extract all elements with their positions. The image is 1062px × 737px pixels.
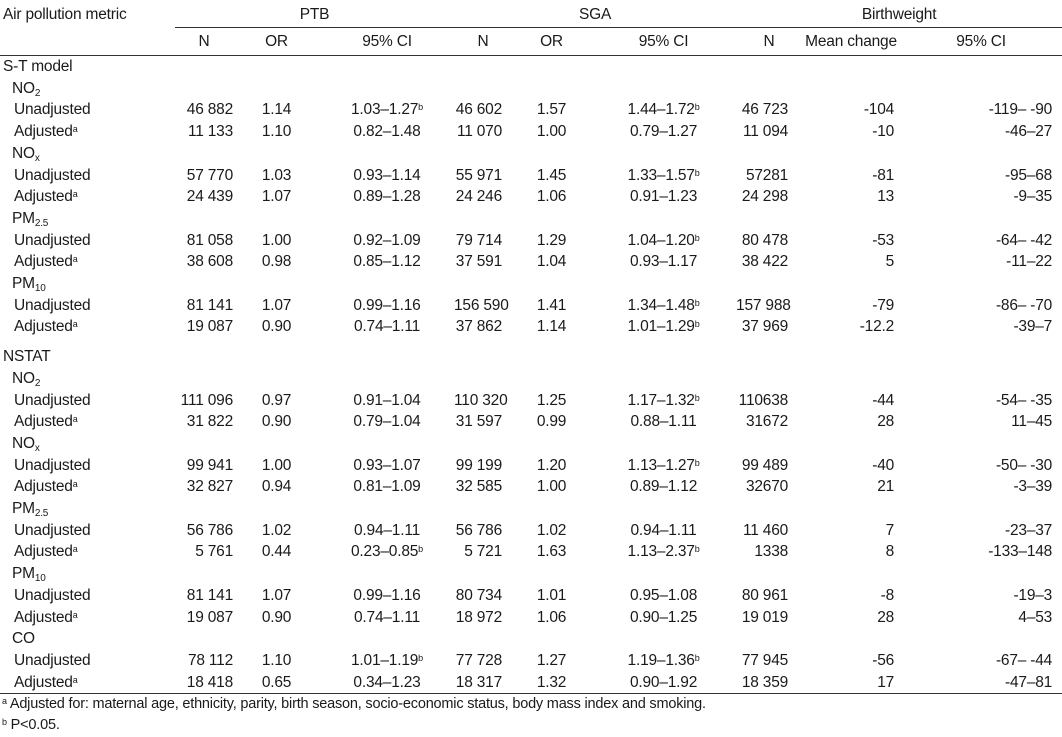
column-header-sga-n: N bbox=[454, 28, 512, 56]
table-cell: 1.17–1.32$^b$ bbox=[627, 391, 700, 409]
table-cell: 8 bbox=[885, 543, 895, 561]
table-cell: 1.07 bbox=[261, 296, 292, 314]
significance-marker: b bbox=[694, 544, 700, 555]
column-header-bw-ci: 95% CI bbox=[900, 28, 1062, 56]
pollutant-name: $PM_{10}$ bbox=[12, 565, 46, 585]
row-label: Unadjusted bbox=[14, 651, 91, 669]
table-cell: 0.95–1.08 bbox=[629, 586, 698, 604]
table-cell: -95–68 bbox=[1005, 166, 1053, 184]
table-cell: 0.88–1.11 bbox=[630, 413, 697, 431]
table-cell: -64– -42 bbox=[995, 231, 1053, 249]
pollutant-name: $NO_x$ bbox=[12, 434, 40, 454]
pollutant-name: $NO_2$ bbox=[12, 369, 41, 389]
table-cell: 1.29 bbox=[536, 231, 567, 249]
footnote-a: $^a$ Adjusted for: maternal age, ethnicity, parity, birth season, socio-economic status, body mass index and smoking. bbox=[2, 696, 706, 712]
table-cell: 0.79–1.27 bbox=[629, 123, 698, 141]
table-cell: 81 141 bbox=[186, 296, 233, 314]
table-cell: 1.19–1.36$^b$ bbox=[627, 651, 700, 669]
table-cell: 1.04–1.20$^b$ bbox=[627, 231, 700, 249]
table-row bbox=[0, 251, 1062, 273]
table-cell: -79 bbox=[872, 296, 895, 314]
pollutant-row bbox=[0, 368, 1062, 390]
table-cell: 1.06 bbox=[536, 188, 567, 206]
table-cell: 32 827 bbox=[186, 478, 233, 496]
column-header-bw-n: N bbox=[736, 28, 802, 56]
table-cell: 1.00 bbox=[261, 456, 292, 474]
table-cell: 1.44–1.72$^b$ bbox=[627, 101, 700, 119]
table-cell: 0.89–1.12 bbox=[629, 478, 698, 496]
row-label: Adjusted$^a$ bbox=[14, 318, 78, 336]
table-cell: 0.79–1.04 bbox=[353, 413, 421, 431]
pollutant-row bbox=[0, 628, 1062, 650]
column-header-ptb-ci: 95% CI bbox=[320, 28, 454, 56]
table-row bbox=[0, 99, 1062, 121]
table-cell: 99 941 bbox=[186, 456, 233, 474]
table-cell: 1.25 bbox=[536, 391, 567, 409]
table-cell: -40 bbox=[872, 456, 895, 474]
significance-marker: b bbox=[694, 652, 700, 663]
table-cell: 46 602 bbox=[455, 101, 503, 119]
table-cell: 31 597 bbox=[455, 413, 503, 431]
pollutant-row bbox=[0, 433, 1062, 455]
table-cell: -86– -70 bbox=[995, 296, 1053, 314]
table-cell: 18 359 bbox=[741, 673, 789, 691]
table-cell: 1.14 bbox=[261, 101, 292, 119]
pollutant-row bbox=[0, 78, 1062, 100]
row-label: Adjusted$^a$ bbox=[14, 478, 78, 496]
table-row bbox=[0, 585, 1062, 607]
column-header-bw-mean-change: Mean change bbox=[802, 28, 900, 56]
table-cell: 32670 bbox=[745, 478, 789, 496]
table-cell: 18 317 bbox=[455, 673, 503, 691]
table-row bbox=[0, 650, 1062, 672]
table-cell: -81 bbox=[872, 166, 895, 184]
table-cell: 0.92–1.09 bbox=[353, 231, 421, 249]
table-cell: 0.65 bbox=[261, 673, 292, 691]
significance-marker: b bbox=[418, 102, 423, 113]
table-cell: -23–37 bbox=[1005, 521, 1053, 539]
table-cell: 1.33–1.57$^b$ bbox=[627, 166, 700, 184]
table-cell: 0.23–0.85$^b$ bbox=[351, 543, 423, 561]
table-cell: 1.07 bbox=[261, 586, 292, 604]
table-cell: 37 591 bbox=[455, 253, 503, 271]
table-cell: 13 bbox=[877, 188, 895, 206]
table-cell: 17 bbox=[877, 673, 895, 691]
table-cell: 0.94–1.11 bbox=[630, 521, 697, 539]
table-cell: -39–7 bbox=[1013, 318, 1053, 336]
table-row bbox=[0, 520, 1062, 542]
pollutant-row bbox=[0, 273, 1062, 295]
metric-column-header: Air pollution metric bbox=[3, 6, 127, 24]
table-cell: 0.90–1.92 bbox=[629, 673, 698, 691]
row-label: Adjusted$^a$ bbox=[14, 543, 78, 561]
table-cell: -56 bbox=[872, 651, 895, 669]
column-header-sga-or: OR bbox=[512, 28, 591, 56]
row-label: Unadjusted bbox=[14, 391, 91, 409]
table-cell: -53 bbox=[872, 231, 895, 249]
table-cell: 46 882 bbox=[186, 101, 233, 119]
row-label: Adjusted$^a$ bbox=[14, 413, 78, 431]
table-cell: -19–3 bbox=[1013, 586, 1053, 604]
table-row bbox=[0, 121, 1062, 143]
table-cell: 1338 bbox=[754, 543, 789, 561]
table-cell: 1.04 bbox=[536, 253, 567, 271]
row-label: Adjusted$^a$ bbox=[14, 123, 78, 141]
table-cell: 57281 bbox=[745, 166, 789, 184]
table-row bbox=[0, 541, 1062, 563]
table-cell: 1.06 bbox=[536, 608, 567, 626]
table-cell: 11 460 bbox=[742, 521, 789, 539]
table-cell: 37 969 bbox=[741, 318, 789, 336]
header-row-groups bbox=[0, 0, 1062, 28]
significance-marker: b bbox=[694, 232, 700, 243]
table-cell: 0.91–1.04 bbox=[353, 391, 421, 409]
pollutant-row bbox=[0, 143, 1062, 165]
row-label: Adjusted$^a$ bbox=[14, 253, 78, 271]
table-cell: 57 770 bbox=[186, 166, 233, 184]
table-row bbox=[0, 295, 1062, 317]
table-cell: 4–53 bbox=[1018, 608, 1053, 626]
table-cell: -50– -30 bbox=[995, 456, 1053, 474]
table-cell: 1.10 bbox=[261, 651, 292, 669]
table-row bbox=[0, 411, 1062, 433]
table-cell: 0.44 bbox=[261, 543, 292, 561]
table-cell: 11–45 bbox=[1011, 413, 1053, 431]
table-cell: 24 298 bbox=[741, 188, 789, 206]
table-cell: 0.91–1.23 bbox=[629, 188, 698, 206]
pollutant-name: CO bbox=[12, 630, 35, 648]
pollutant-row bbox=[0, 563, 1062, 585]
table-cell: 1.45 bbox=[536, 166, 567, 184]
significance-marker: b bbox=[418, 544, 423, 555]
table-cell: 0.93–1.07 bbox=[353, 456, 421, 474]
table-cell: 1.13–1.27$^b$ bbox=[627, 456, 700, 474]
table-cell: 0.93–1.14 bbox=[353, 166, 421, 184]
table-cell: 0.90 bbox=[261, 318, 292, 336]
column-header-sga-ci: 95% CI bbox=[591, 28, 736, 56]
table-cell: 1.00 bbox=[261, 231, 292, 249]
table-cell: 18 418 bbox=[186, 673, 233, 691]
table-cell: 31 822 bbox=[186, 413, 233, 431]
significance-marker: b bbox=[694, 297, 700, 308]
pollutant-row bbox=[0, 208, 1062, 230]
table-cell: 99 199 bbox=[455, 456, 503, 474]
table-cell: 0.89–1.28 bbox=[353, 188, 421, 206]
table-cell: 0.90–1.25 bbox=[629, 608, 698, 626]
table-cell: -9–35 bbox=[1013, 188, 1053, 206]
section-title: NSTAT bbox=[3, 348, 51, 366]
table-cell: 1.02 bbox=[536, 521, 567, 539]
table-cell: 1.14 bbox=[536, 318, 567, 336]
table-cell: 0.74–1.11 bbox=[354, 318, 421, 336]
column-header-ptb-or: OR bbox=[233, 28, 320, 56]
table-row bbox=[0, 316, 1062, 338]
row-label: Adjusted$^a$ bbox=[14, 188, 78, 206]
significance-marker: b bbox=[694, 167, 700, 178]
table-cell: 5 761 bbox=[195, 543, 233, 561]
table-cell: 110638 bbox=[738, 391, 789, 409]
table-cell: 80 734 bbox=[455, 586, 503, 604]
table-cell: 80 478 bbox=[741, 231, 789, 249]
column-header-ptb-n: N bbox=[175, 28, 233, 56]
significance-marker: b bbox=[694, 392, 700, 403]
table-cell: 0.85–1.12 bbox=[353, 253, 421, 271]
table-cell: 78 112 bbox=[187, 651, 233, 669]
table-cell: 1.20 bbox=[536, 456, 567, 474]
table-cell: 1.01–1.19$^b$ bbox=[351, 651, 423, 669]
table-cell: 1.03 bbox=[261, 166, 292, 184]
table-cell: 81 058 bbox=[186, 231, 233, 249]
table-cell: 18 972 bbox=[455, 608, 503, 626]
table-cell: 1.34–1.48$^b$ bbox=[627, 296, 700, 314]
table-cell: -119– -90 bbox=[988, 101, 1053, 119]
table-cell: 0.97 bbox=[261, 391, 292, 409]
table-cell: 1.63 bbox=[536, 543, 567, 561]
table-cell: 0.98 bbox=[261, 253, 292, 271]
header-row-columns bbox=[0, 28, 1062, 56]
table-cell: 0.99–1.16 bbox=[353, 586, 421, 604]
row-label: Adjusted$^a$ bbox=[14, 608, 78, 626]
table-cell: 32 585 bbox=[455, 478, 503, 496]
row-label: Unadjusted bbox=[14, 101, 91, 119]
table-cell: 0.74–1.11 bbox=[354, 608, 421, 626]
table-cell: 1.57 bbox=[536, 101, 567, 119]
table-cell: 24 246 bbox=[455, 188, 503, 206]
table-cell: 37 862 bbox=[455, 318, 503, 336]
significance-marker: b bbox=[694, 457, 700, 468]
table-cell: -133–148 bbox=[988, 543, 1053, 561]
row-label: Unadjusted bbox=[14, 456, 91, 474]
table-cell: -67– -44 bbox=[995, 651, 1053, 669]
table-cell: 79 714 bbox=[455, 231, 503, 249]
table-cell: 1.32 bbox=[536, 673, 567, 691]
table-cell: 156 590 bbox=[454, 296, 509, 314]
table-cell: 19 087 bbox=[186, 318, 233, 336]
section-title-row bbox=[0, 56, 1062, 78]
table-row bbox=[0, 455, 1062, 477]
table-cell: 1.27 bbox=[536, 651, 567, 669]
table-cell: 11 070 bbox=[456, 123, 503, 141]
pollutant-name: $PM_{10}$ bbox=[12, 275, 46, 295]
pollutant-name: $NO_x$ bbox=[12, 144, 40, 164]
section-title: S-T model bbox=[3, 58, 73, 75]
table-cell: 110 320 bbox=[454, 391, 508, 409]
table-cell: 0.93–1.17 bbox=[629, 253, 698, 271]
footnote-b: $^b$ P<0.05. bbox=[2, 717, 60, 733]
table-cell: 1.10 bbox=[261, 123, 292, 141]
table-cell: 0.81–1.09 bbox=[353, 478, 421, 496]
table-cell: 157 988 bbox=[736, 296, 791, 314]
table-cell: 81 141 bbox=[186, 586, 233, 604]
table-cell: -3–39 bbox=[1013, 478, 1053, 496]
table-cell: 0.94 bbox=[261, 478, 292, 496]
table-cell: 1.00 bbox=[536, 123, 567, 141]
table-cell: 1.02 bbox=[261, 521, 292, 539]
table-cell: -11–22 bbox=[1006, 253, 1053, 271]
table-cell: 0.82–1.48 bbox=[353, 123, 421, 141]
row-label: Unadjusted bbox=[14, 166, 91, 184]
table-cell: 55 971 bbox=[455, 166, 503, 184]
table-cell: 21 bbox=[877, 478, 895, 496]
pollutant-name: $PM_{2.5}$ bbox=[12, 209, 49, 229]
group-header-ptb: PTB bbox=[175, 0, 454, 28]
table-cell: 0.99 bbox=[536, 413, 567, 431]
row-label: Unadjusted bbox=[14, 521, 91, 539]
table-cell: 0.94–1.11 bbox=[354, 521, 421, 539]
table-cell: 38 608 bbox=[186, 253, 233, 271]
table-cell: 1.41 bbox=[536, 296, 567, 314]
table-cell: 1.01–1.29$^b$ bbox=[627, 318, 700, 336]
table-cell: 99 489 bbox=[741, 456, 789, 474]
table-row bbox=[0, 230, 1062, 252]
table-cell: -54– -35 bbox=[995, 391, 1053, 409]
table-cell: -46–27 bbox=[1005, 123, 1053, 141]
table-cell: 1.13–2.37$^b$ bbox=[627, 543, 700, 561]
table-cell: 56 786 bbox=[186, 521, 233, 539]
table-cell: 0.90 bbox=[261, 608, 292, 626]
row-label: Unadjusted bbox=[14, 586, 91, 604]
table-cell: 31672 bbox=[745, 413, 789, 431]
table-cell: -8 bbox=[880, 586, 895, 604]
table-cell: 1.03–1.27$^b$ bbox=[351, 101, 423, 119]
table-cell: 5 bbox=[885, 253, 895, 271]
table-cell: 11 133 bbox=[187, 123, 233, 141]
table-cell: 56 786 bbox=[455, 521, 503, 539]
table-cell: 0.90 bbox=[261, 413, 292, 431]
significance-marker: b bbox=[418, 652, 423, 663]
table-cell: -104 bbox=[863, 101, 895, 119]
table-cell: 1.07 bbox=[261, 188, 292, 206]
table-cell: -10 bbox=[872, 123, 895, 141]
table-cell: 38 422 bbox=[741, 253, 789, 271]
table-cell: -12.2 bbox=[859, 318, 895, 336]
table-cell: 28 bbox=[877, 608, 895, 626]
significance-marker: b bbox=[694, 102, 700, 113]
pollutant-name: $PM_{2.5}$ bbox=[12, 500, 49, 520]
table-cell: 24 439 bbox=[186, 188, 233, 206]
row-label: Unadjusted bbox=[14, 231, 91, 249]
table-row bbox=[0, 476, 1062, 498]
table-cell: 28 bbox=[877, 413, 895, 431]
table-cell: 80 961 bbox=[741, 586, 789, 604]
table-cell: 7 bbox=[885, 521, 895, 539]
row-label: Adjusted$^a$ bbox=[14, 673, 78, 691]
significance-marker: b bbox=[694, 319, 700, 330]
table-row bbox=[0, 390, 1062, 412]
table-cell: 0.34–1.23 bbox=[353, 673, 421, 691]
pollutant-name: $NO_2$ bbox=[12, 79, 41, 99]
table-cell: 11 094 bbox=[742, 123, 789, 141]
table-cell: 77 728 bbox=[455, 651, 503, 669]
table-cell: 5 721 bbox=[464, 543, 503, 561]
table-cell: 0.99–1.16 bbox=[353, 296, 421, 314]
table-body bbox=[0, 56, 1062, 694]
table-row bbox=[0, 186, 1062, 208]
section-gap bbox=[0, 338, 1062, 346]
table-cell: 46 723 bbox=[741, 101, 789, 119]
table-cell: 1.01 bbox=[536, 586, 567, 604]
table-cell: 19 087 bbox=[186, 608, 233, 626]
table-cell: -47–81 bbox=[1005, 673, 1053, 691]
table-cell: 77 945 bbox=[741, 651, 789, 669]
table-cell: -44 bbox=[872, 391, 895, 409]
table-row bbox=[0, 165, 1062, 187]
table-row bbox=[0, 672, 1062, 694]
section-title-row bbox=[0, 346, 1062, 368]
table-cell: 111 096 bbox=[180, 391, 233, 409]
row-label: Unadjusted bbox=[14, 296, 91, 314]
table-row bbox=[0, 607, 1062, 629]
group-header-birthweight: Birthweight bbox=[736, 0, 1062, 28]
group-header-sga: SGA bbox=[454, 0, 736, 28]
pollutant-row bbox=[0, 498, 1062, 520]
footnotes bbox=[0, 693, 1062, 736]
table-cell: 1.00 bbox=[536, 478, 567, 496]
table-cell: 19 019 bbox=[741, 608, 789, 626]
